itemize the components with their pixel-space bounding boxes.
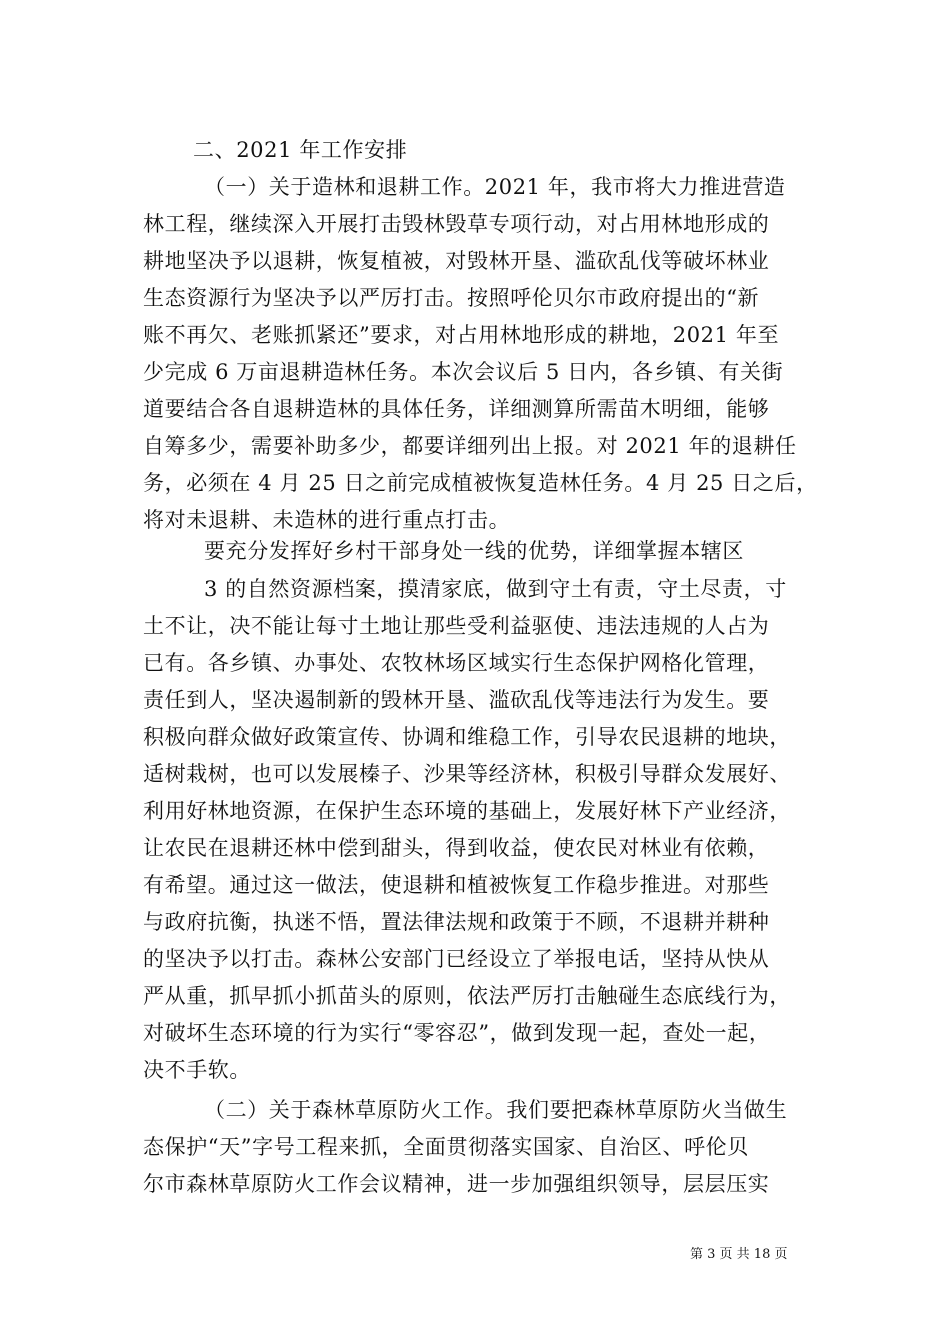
paragraph-line: 3 的自然资源档案，摸清家底，做到守土有责，守土尽责，寸 bbox=[204, 577, 787, 601]
paragraph-line: 道要结合各自退耕造林的具体任务，详细测算所需苗木明细，能够 bbox=[143, 397, 770, 421]
section-heading: 二、2021 年工作安排 bbox=[193, 138, 408, 162]
paragraph-line: 耕地坚决予以退耕，恢复植被，对毁林开垦、滥砍乱伐等破坏林业 bbox=[143, 249, 770, 273]
paragraph-line: 务，必须在 4 月 25 日之前完成植被恢复造林任务。4 月 25 日之后， bbox=[143, 471, 818, 495]
paragraph-line: 责任到人，坚决遏制新的毁林开垦、滥砍乱伐等违法行为发生。要 bbox=[143, 688, 770, 712]
paragraph-line: 账不再欠、老账抓紧还”要求，对占用林地形成的耕地，2021 年至 bbox=[143, 323, 780, 347]
paragraph-line: （二）关于森林草原防火工作。我们要把森林草原防火当做生 bbox=[204, 1098, 788, 1122]
paragraph-line: 有希望。通过这一做法，使退耕和植被恢复工作稳步推进。对那些 bbox=[143, 873, 770, 897]
paragraph-line: 对破坏生态环境的行为实行“零容忍”，做到发现一起，查处一起， bbox=[143, 1021, 771, 1045]
paragraph-line: 决不手软。 bbox=[143, 1058, 251, 1082]
paragraph-line: 土不让，决不能让每寸土地让那些受利益驱使、违法违规的人占为 bbox=[143, 614, 770, 638]
paragraph-line: 林工程，继续深入开展打击毁林毁草专项行动，对占用林地形成的 bbox=[143, 212, 770, 236]
page-number: 第 3 页 共 18 页 bbox=[690, 1247, 788, 1262]
paragraph-line: 要充分发挥好乡村干部身处一线的优势，详细掌握本辖区 bbox=[204, 539, 744, 563]
paragraph-line: 态保护“天”字号工程来抓，全面贯彻落实国家、自治区、呼伦贝 bbox=[143, 1135, 749, 1159]
paragraph-line: 已有。各乡镇、办事处、农牧林场区域实行生态保护网格化管理， bbox=[143, 651, 770, 675]
paragraph-line: 与政府抗衡，执迷不悟，置法律法规和政策于不顾，不退耕并耕种 bbox=[143, 910, 770, 934]
paragraph-line: （一）关于造林和退耕工作。2021 年，我市将大力推进营造 bbox=[204, 175, 786, 199]
paragraph-line: 少完成 6 万亩退耕造林任务。本次会议后 5 日内，各乡镇、有关街 bbox=[143, 360, 784, 384]
paragraph-line: 严从重，抓早抓小抓苗头的原则，依法严厉打击触碰生态底线行为， bbox=[143, 984, 791, 1008]
paragraph-line: 生态资源行为坚决予以严厉打击。按照呼伦贝尔市政府提出的“新 bbox=[143, 286, 760, 310]
paragraph-line: 利用好林地资源，在保护生态环境的基础上，发展好林下产业经济， bbox=[143, 799, 791, 823]
paragraph-line: 适树栽树，也可以发展榛子、沙果等经济林，积极引导群众发展好、 bbox=[143, 762, 791, 786]
paragraph-line: 积极向群众做好政策宣传、协调和维稳工作，引导农民退耕的地块， bbox=[143, 725, 791, 749]
paragraph-line: 尔市森林草原防火工作会议精神，进一步加强组织领导，层层压实 bbox=[143, 1172, 770, 1196]
paragraph-line: 的坚决予以打击。森林公安部门已经设立了举报电话，坚持从快从 bbox=[143, 947, 770, 971]
paragraph-line: 自筹多少，需要补助多少，都要详细列出上报。对 2021 年的退耕任 bbox=[143, 434, 797, 458]
paragraph-line: 将对未退耕、未造林的进行重点打击。 bbox=[143, 508, 511, 532]
paragraph-line: 让农民在退耕还林中偿到甜头，得到收益，使农民对林业有依赖， bbox=[143, 836, 770, 860]
